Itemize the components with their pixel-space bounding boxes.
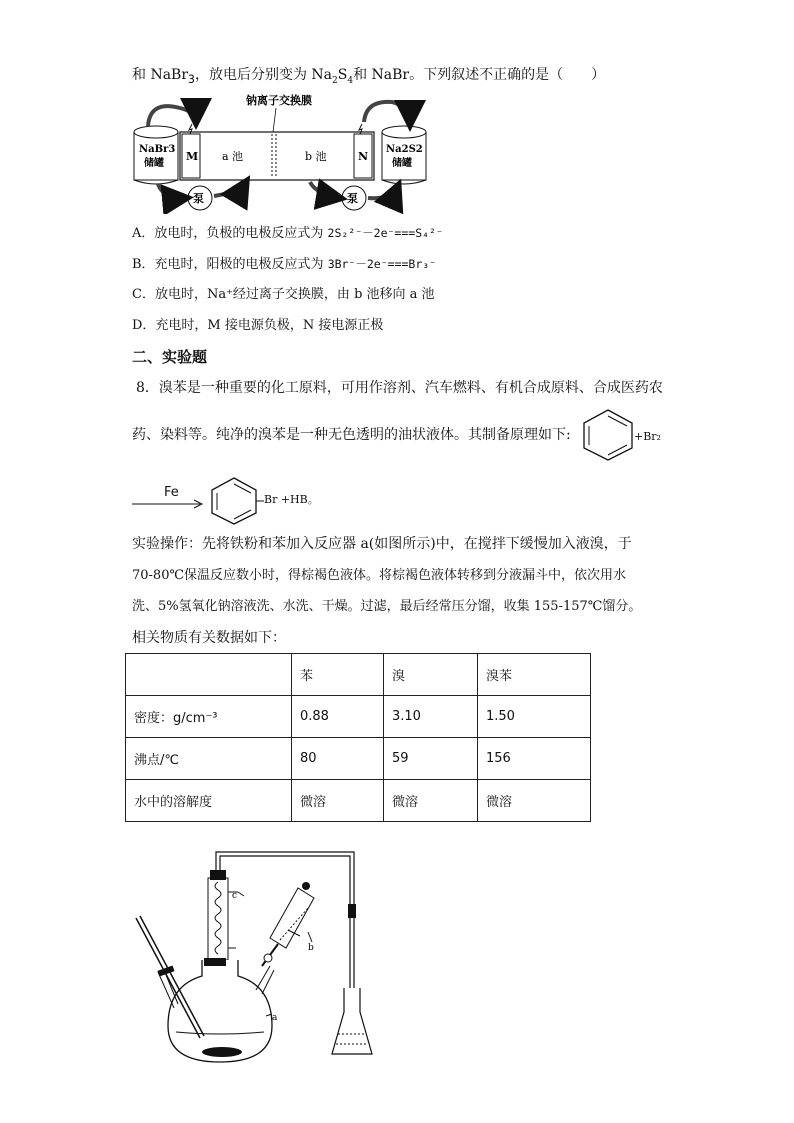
intro-text-1: 和 NaBr [132,67,189,83]
option-b-text: B．充电时，阳极的电极反应式为 [132,257,328,272]
left-tank-sub-label: 储罐 [144,158,164,169]
label-a: a [272,1013,278,1023]
operation-line-2: 70-80℃保温反应数小时，得棕褐色液体。将棕褐色液体转移到分液漏斗中，依次用水 [132,568,627,583]
table-header-row [126,654,591,696]
table-header-cell: 溴 [384,654,478,696]
operation-line-3: 洗、5%氢氧化钠溶液洗、水洗、干燥。过滤，最后经常压分馏，收集 155-157℃馏分。 [132,599,642,614]
pool-b-label: b 池 [305,150,327,163]
bromobenzene-structure [204,476,264,526]
table-row [126,738,591,780]
operation-line-1: 实验操作：先将铁粉和苯加入反应器 a(如图所示)中，在搅拌下缓慢加入液溴，于 [132,536,632,552]
right-tank-sub-label: 储罐 [392,158,412,169]
table-cell: 156 [478,738,591,780]
label-c: c [232,891,238,901]
table-cell: 微溶 [478,780,591,822]
table-cell: 80 [292,738,384,780]
benzene-structure [578,408,638,462]
section-heading: 二、实验题 [132,348,208,366]
table-cell: 微溶 [384,780,478,822]
intro-text-4: 和 NaBr。下列叙述不正确的是（ ） [353,67,606,83]
table-cell: 水中的溶解度 [126,780,292,822]
table-intro: 相关物质有关数据如下： [132,630,286,646]
table-cell: 1.50 [478,696,591,738]
flow-battery-diagram [130,92,430,214]
table-cell: 微溶 [292,780,384,822]
intro-sub-2: 2 [332,75,338,86]
three-neck-flask [157,958,274,1062]
product-label: Br +HB。 [264,493,319,506]
intro-line [132,66,605,84]
table-cell: 沸点/℃ [126,738,292,780]
erlenmeyer-flask [332,988,372,1054]
option-b [132,255,436,274]
table-header-cell: 溴苯 [478,654,591,696]
table-header-cell: 苯 [292,654,384,696]
option-a-equation: 2S₂²⁻－2e⁻===S₄²⁻ [327,226,443,240]
intro-text-3: S [337,67,348,83]
table-header-cell [126,654,292,696]
option-b-equation: 3Br⁻－2e⁻===Br₃⁻ [327,257,437,271]
left-tank-label: NaBr3 [139,144,176,155]
fe-catalyst-label: Fe [164,485,179,500]
table-row [126,696,591,738]
cell-box [180,132,374,180]
table-row [126,780,591,822]
table-cell: 59 [384,738,478,780]
option-d: D．充电时，M 接电源负极，N 接电源正极 [132,318,384,333]
plus-br2-label: +Br₂ [634,430,661,443]
reaction-arrow [132,498,204,510]
right-tank-label: Na2S2 [386,144,423,155]
intro-text-2: ，放电后分别变为 Na [194,67,333,83]
apparatus-diagram [128,848,398,1068]
electrode-m-label: M [186,150,199,163]
membrane-label: 钠离子交换膜 [246,94,312,107]
intro-sub-3: 4 [347,75,354,86]
table-cell: 3.10 [384,696,478,738]
electrode-n-label: N [358,150,369,163]
pool-a-label: a 池 [222,150,244,163]
option-a-text: A．放电时，负极的电极反应式为 [132,226,328,241]
table-cell: 0.88 [292,696,384,738]
na2s2-tank [382,126,426,184]
properties-table [125,653,591,822]
nabr3-tank [134,126,178,184]
dropping-funnel [262,882,314,966]
q8-line-1: 8．溴苯是一种重要的化工原料，可用作溶剂、汽车燃料、有机合成原料、合成医药农 [136,380,663,396]
condenser [208,870,244,960]
option-a [132,224,443,243]
option-c: C．放电时，Na⁺经过离子交换膜，由 b 池移向 a 池 [132,287,435,302]
q8-line-2: 药、染料等。纯净的溴苯是一种无色透明的油状液体。其制备原理如下: [132,427,571,443]
table-cell: 密度：g/cm⁻³ [126,696,292,738]
label-b: b [308,943,314,953]
right-pump-label: 泵 [347,192,358,205]
left-pump-label: 泵 [193,192,204,205]
intro-sub-1: 3 [188,71,195,86]
